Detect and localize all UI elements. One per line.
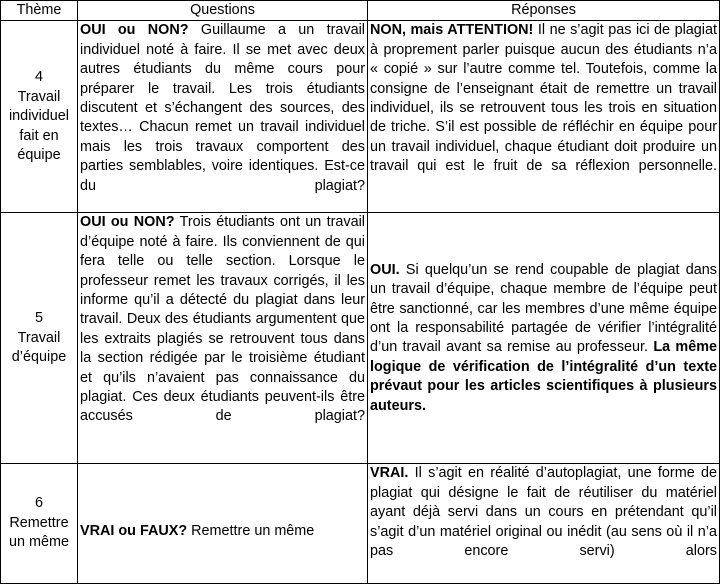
theme-number: 6: [34, 495, 43, 512]
theme-line: d’équipe: [11, 349, 67, 366]
theme-line: équipe: [17, 147, 61, 164]
question-lead: OUI ou NON?: [80, 214, 175, 231]
header-theme: Thème: [1, 1, 78, 21]
answer-text: Il s’agit en réalité d’autoplagiat, une forme de plagiat qui désigne le fait de réutiliser du matériel ayant déjà servi dans un cours en prétendant qu’il s’agit d’un matériel original ou inédit (au sens où il n’a pas encore servi) alors: [370, 465, 717, 560]
theme-line: individuel: [8, 108, 69, 125]
answer-text: Il ne s’agit pas ici de plagiat à proprement parler puisque aucun des étudiants n’a « copié » sur l’autre comme tel. Toutefois, comme la consigne de l’enseignant était de remettre un travail individuel, ils se retrouvent tous les trois en situation de triche. S’il est possible de réfléchir en équipe pour un travail individuel, chaque étudiant doit produire un travail qui est le fruit de sa réflexion personnelle.: [370, 22, 717, 175]
question-text: Remettre un même: [187, 523, 315, 540]
theme-line: un même: [9, 534, 69, 551]
answer-lead: OUI.: [370, 261, 400, 278]
answer-bold-tail: La même logique de vérification de l’intégralité d’un texte prévaut pour les articles scientifiques à plusieurs auteurs.: [370, 339, 717, 414]
theme-cell: [1, 464, 78, 584]
question-cell: [78, 213, 368, 464]
theme-number: 4: [34, 69, 43, 86]
question-lead: OUI ou NON?: [80, 22, 189, 39]
theme-line: fait en: [19, 127, 59, 144]
answer-cell: [368, 464, 720, 584]
table-row: [1, 464, 720, 584]
theme-line: Travail: [17, 329, 61, 346]
header-questions: Questions: [78, 1, 368, 21]
answer-lead: VRAI.: [370, 465, 409, 482]
question-text: Guillaume a un travail individuel noté à faire. Il se met avec deux autres étudiants du même cours pour préparer le travail. Les trois étudiants discutent et s’échangent des sources, des textes… Chacun remet un travail individuel mais les trois travaux comportent des parties semblables, voire identiques. Est-ce du plagiat?: [80, 22, 365, 194]
answer-lead: NON, mais ATTENTION!: [370, 22, 534, 39]
question-lead: VRAI ou FAUX?: [80, 523, 188, 540]
answer-cell: [368, 21, 720, 213]
theme-number: 5: [34, 310, 43, 327]
table-row: [1, 213, 720, 464]
header-responses: Réponses: [368, 1, 720, 21]
theme-cell: [1, 21, 78, 213]
question-text: Trois étudiants ont un travail d’équipe noté à faire. Ils conviennent de qui fera telle ou telle section. Lorsque le professeur remet les travaux corrigés, il les informe qu’il a détecté du plagiat dans leur travail. Deux des étudiants argumentent que les extraits plagiés se retrouvent tous dans la section rédigée par le troisième étudiant et qu’ils n’avaient pas connaissance du plagiat. Ces deux étudiants peuvent-ils être accusés de plagiat?: [80, 214, 365, 425]
theme-cell: [1, 213, 78, 464]
theme-line: Travail: [17, 88, 61, 105]
answer-cell: [368, 213, 720, 464]
table-row: [1, 21, 720, 213]
header-row: [1, 1, 720, 21]
answer-text: Si quelqu’un se rend coupable de plagiat dans un travail d’équipe, chaque membre de l’équipe peut être sanctionné, car les membres d’une même équipe ont la responsabilité partagée de vérifier l’intégralité d’un travail avant sa remise au professeur.: [370, 261, 717, 356]
question-cell: [78, 21, 368, 213]
question-cell: [78, 464, 368, 584]
theme-line: Remettre: [9, 514, 69, 531]
